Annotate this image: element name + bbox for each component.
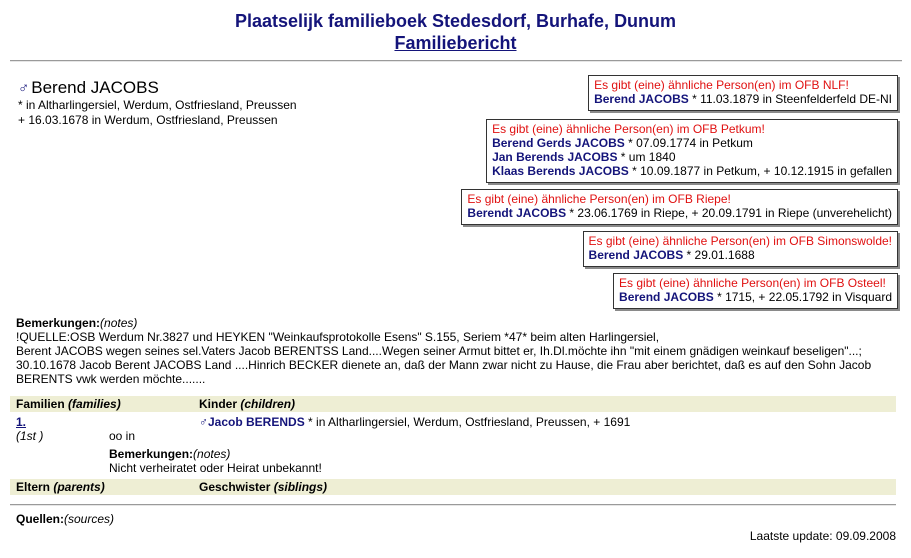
last-update: Laatste update: 09.09.2008 (749, 529, 896, 543)
similar-person-box-simonswolde (583, 231, 898, 267)
similar-box-heading: Es gibt (eine) ähnliche Person(en) im OFB Osteel! (619, 276, 886, 290)
sources-heading (16, 512, 114, 526)
similar-person-box-nlf (588, 75, 898, 111)
notes-label: Bemerkungen: (16, 316, 101, 330)
similar-box-heading: Es gibt (eine) ähnliche Person(en) im OFB NLF! (594, 78, 849, 92)
children-header (199, 396, 295, 412)
similar-person-info: * 1715, + 22.05.1792 in Visquard (713, 290, 892, 304)
siblings-label-note: (siblings) (273, 480, 328, 494)
similar-person-link[interactable]: Berend JACOBS (588, 248, 684, 262)
notes-line: 30.10.1678 Jacob Berent JACOBS Land ....Hinrich BECKER dienete an, daß der Mann zwar nicht zu Hause, die Frau aber berichtet, daß es auf den Sohn Jacob (16, 358, 872, 372)
similar-person-info: * 23.06.1769 in Riepe, + 20.09.1791 in Riepe (unverehelicht) (566, 206, 892, 220)
parents-header (16, 479, 105, 495)
parents-header-band (10, 479, 896, 495)
family-remarks-text: Nicht verheiratet oder Heirat unbekannt! (109, 461, 322, 475)
male-symbol-icon: ♂ (199, 415, 208, 429)
similar-person-link[interactable]: Berend JACOBS (594, 92, 689, 106)
families-header-band (10, 396, 896, 412)
similar-person-info: * um 1840 (617, 150, 676, 164)
person-notes (16, 316, 896, 386)
similar-box-heading: Es gibt (eine) ähnliche Person(en) im OFB Petkum! (492, 122, 765, 136)
similar-person-info: * 11.03.1879 in Steenfelderfeld DE-NI (688, 92, 892, 106)
similar-person-link[interactable]: Klaas Berends JACOBS (492, 164, 629, 178)
children-label-note: (children) (240, 397, 296, 411)
sources-label-note: (sources) (64, 512, 115, 526)
family-remarks-heading (109, 447, 230, 461)
sources-label: Quellen: (16, 512, 65, 526)
similar-person-link[interactable]: Jan Berends JACOBS (492, 150, 618, 164)
similar-person-info: * 07.09.1774 in Petkum (624, 136, 753, 150)
families-header (16, 396, 121, 412)
page-subtitle: Familiebericht (394, 33, 517, 53)
notes-label-note: (notes) (100, 316, 138, 330)
families-label: Familien (16, 397, 65, 411)
similar-box-heading: Es gibt (eine) ähnliche Person(en) im OFB Riepe! (467, 192, 731, 206)
child-info: * in Altharlingersiel, Werdum, Ostfriesland, Preussen, + 1691 (304, 415, 631, 429)
similar-person-link[interactable]: Berendt JACOBS (467, 206, 567, 220)
person-heading (18, 78, 159, 99)
family-remarks-label: Bemerkungen: (109, 447, 194, 461)
parents-label-note: (parents) (53, 480, 105, 494)
similar-person-link[interactable]: Berend Gerds JACOBS (492, 136, 625, 150)
children-label: Kinder (199, 397, 238, 411)
siblings-label: Geschwister (199, 480, 271, 494)
person-birth: * in Altharlingersiel, Werdum, Ostfriesland, Preussen (18, 98, 297, 112)
similar-person-box-osteel (613, 273, 898, 309)
similar-person-info: * 29.01.1688 (683, 248, 755, 262)
parents-label: Eltern (16, 480, 51, 494)
siblings-header (199, 479, 327, 495)
page-title: Plaatselijk familieboek Stedesdorf, Burhafe, Dunum (234, 11, 677, 31)
person-name: Berend JACOBS (31, 78, 159, 97)
child-name-link[interactable]: Jacob BERENDS (208, 415, 305, 429)
similar-person-box-petkum (486, 119, 898, 183)
notes-line: Berent JACOBS wegen seines sel.Vaters Jacob BERENTSS Land....Wegen seiner Armut bittet er, Ih.Dl.möchte ihn "mit einem gnädigen weinkauf beseligen"...; (16, 344, 862, 358)
male-symbol-icon: ♂ (18, 80, 30, 97)
family-remarks-note: (notes) (193, 447, 231, 461)
family-entry-order: (1st ) (16, 429, 44, 443)
header-divider (10, 60, 902, 62)
similar-person-box-riepe (461, 189, 898, 225)
notes-line: BERENTS vwk werden möchte....... (16, 372, 206, 386)
marriage-info: oo in (109, 429, 136, 443)
family-entry-link[interactable]: 1. (16, 415, 27, 429)
notes-line: !QUELLE:OSB Werdum Nr.3827 und HEYKEN "Weinkaufsprotokolle Esens" S.155, Seriem *47* beim alten Harlingersiel, (16, 330, 660, 344)
similar-box-heading: Es gibt (eine) ähnliche Person(en) im OFB Simonswolde! (588, 234, 892, 248)
sources-divider (10, 504, 896, 506)
child-entry (199, 415, 630, 429)
similar-person-info: * 10.09.1877 in Petkum, + 10.12.1915 in gefallen (628, 164, 892, 178)
person-death: + 16.03.1678 in Werdum, Ostfriesland, Preussen (18, 113, 278, 127)
similar-person-link[interactable]: Berend JACOBS (619, 290, 714, 304)
families-label-note: (families) (68, 397, 121, 411)
